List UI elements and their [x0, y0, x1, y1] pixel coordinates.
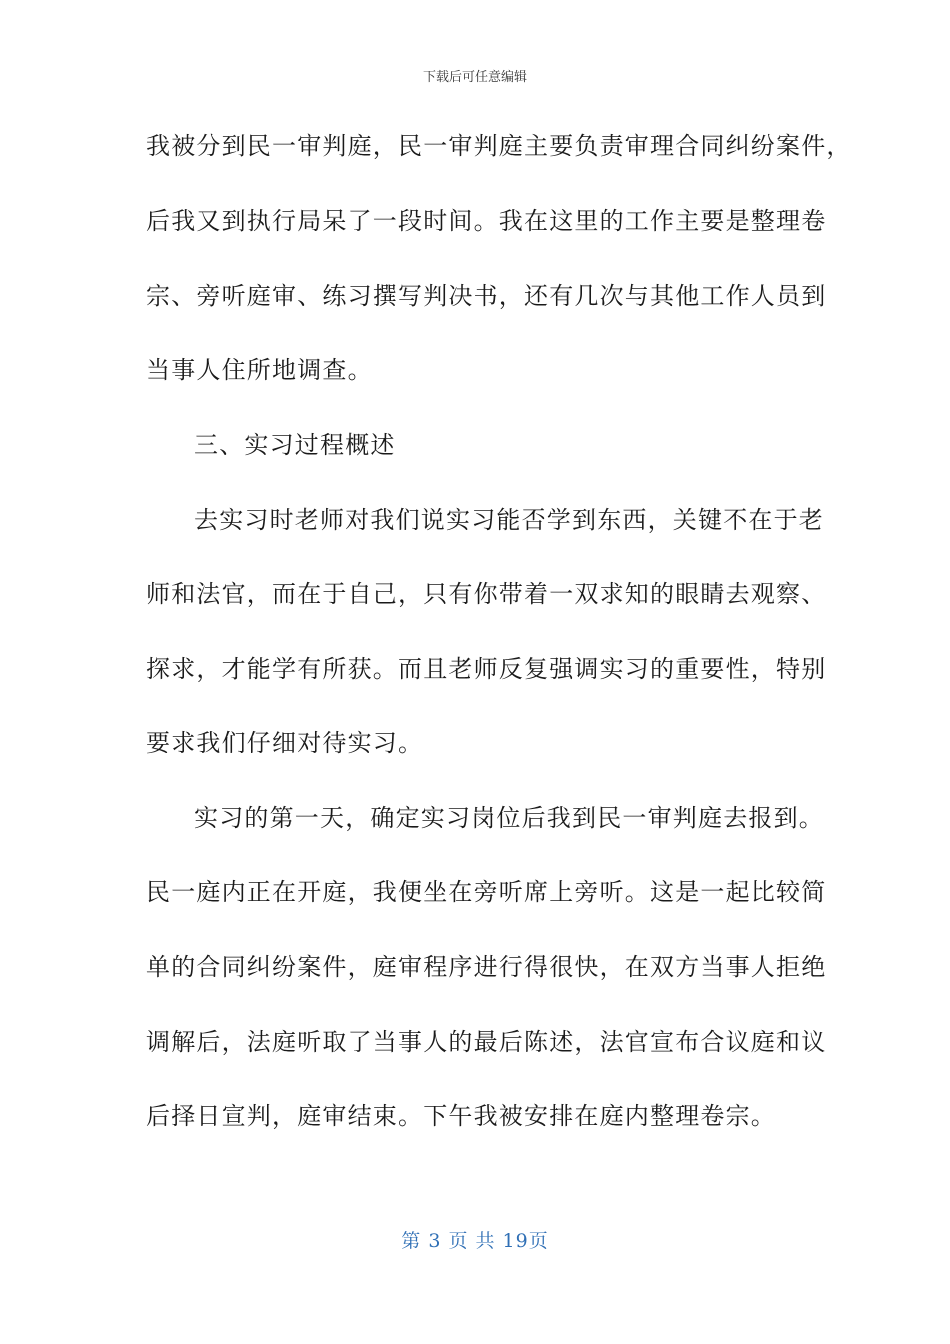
body-line: 探求，才能学有所获。而且老师反复强调实习的重要性，特别	[146, 655, 827, 683]
body-line: 单的合同纠纷案件，庭审程序进行得很快，在双方当事人拒绝	[146, 953, 827, 981]
body-line: 调解后，法庭听取了当事人的最后陈述，法官宣布合议庭和议	[146, 1028, 827, 1056]
body-line: 宗、旁听庭审、练习撰写判决书，还有几次与其他工作人员到	[146, 282, 827, 310]
body-line: 后择日宣判，庭审结束。下午我被安排在庭内整理卷宗。	[146, 1102, 776, 1130]
body-line: 实习的第一天，确定实习岗位后我到民一审判庭去报到。	[194, 804, 824, 832]
section-heading: 三、实习过程概述	[194, 431, 396, 459]
body-line: 当事人住所地调查。	[146, 356, 373, 384]
body-line: 师和法官，而在于自己，只有你带着一双求知的眼睛去观察、	[146, 580, 827, 608]
body-line: 民一庭内正在开庭，我便坐在旁听席上旁听。这是一起比较简	[146, 878, 827, 906]
body-line: 后我又到执行局呆了一段时间。我在这里的工作主要是整理卷	[146, 207, 827, 235]
body-line: 要求我们仔细对待实习。	[146, 729, 424, 757]
page-number-label: 第 3 页 共 19页	[401, 1230, 549, 1252]
body-line: 去实习时老师对我们说实习能否学到东西，关键不在于老	[194, 506, 824, 534]
page-number	[0, 1226, 950, 1253]
body-line: 我被分到民一审判庭，民一审判庭主要负责审理合同纠纷案件，	[146, 132, 852, 160]
header-note: 下载后可任意编辑	[422, 70, 527, 85]
